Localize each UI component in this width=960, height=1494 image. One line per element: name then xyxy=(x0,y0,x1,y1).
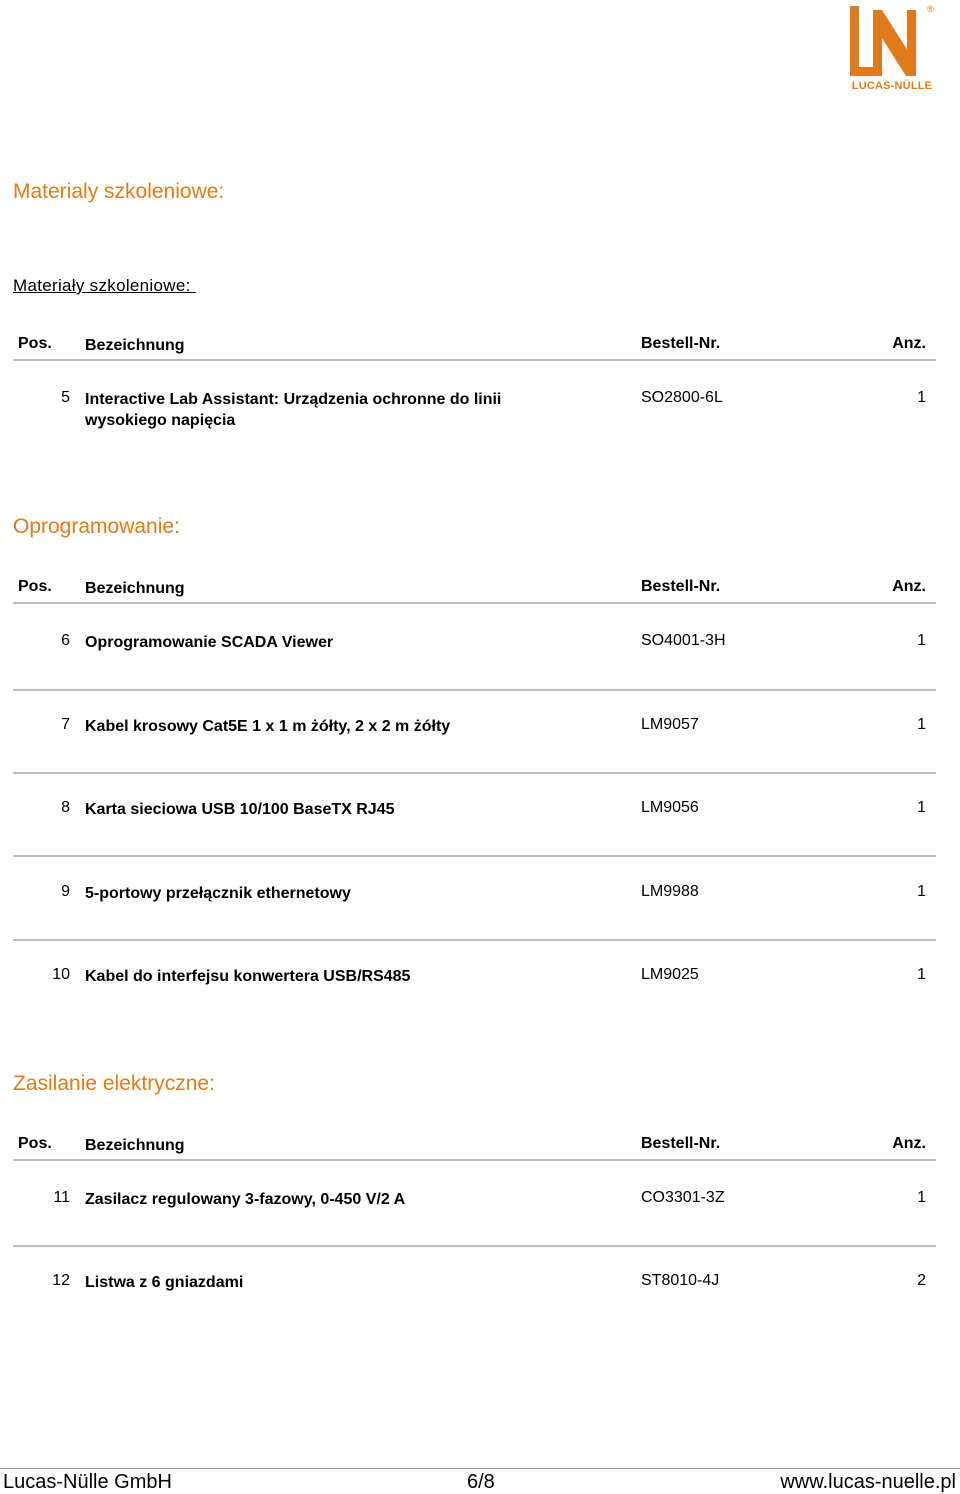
table-header xyxy=(13,1131,936,1161)
footer-website-link[interactable]: www.lucas-nuelle.pl xyxy=(780,1471,956,1493)
row-order-no: ST8010-4J xyxy=(641,1272,720,1289)
row-order-no: SO2800-6L xyxy=(641,389,723,406)
row-qty: 1 xyxy=(917,632,926,649)
row-order-no: LM9056 xyxy=(641,799,699,816)
header-order-no: Bestell-Nr. xyxy=(641,1135,721,1152)
row-order-no: LM9988 xyxy=(641,883,699,900)
row-name: Zasilacz regulowany 3-fazowy, 0-450 V/2 A xyxy=(85,1191,406,1208)
table-row xyxy=(13,716,936,774)
row-qty: 1 xyxy=(917,1189,926,1206)
row-pos: 11 xyxy=(53,1189,70,1206)
header-pos: Pos. xyxy=(18,1135,52,1152)
logo-wordmark: LUCAS-NÜLLE xyxy=(851,80,933,92)
lucas-nuelle-logo xyxy=(847,6,937,94)
row-pos: 6 xyxy=(61,632,70,649)
table-row xyxy=(13,883,936,941)
row-pos: 12 xyxy=(52,1272,70,1289)
section-title-software: Oprogramowanie: xyxy=(13,515,180,538)
table-header xyxy=(13,331,936,361)
table-row xyxy=(13,632,936,691)
row-qty: 1 xyxy=(917,389,926,406)
registered-mark: ® xyxy=(927,4,934,14)
row-name: Kabel do interfejsu konwertera USB/RS485 xyxy=(85,968,411,985)
header-qty: Anz. xyxy=(892,1135,926,1152)
row-pos: 5 xyxy=(61,389,70,406)
table-row xyxy=(13,1189,936,1247)
table-row xyxy=(13,966,936,1006)
subheading-training: Materiały szkoleniowe: xyxy=(13,276,196,295)
table-row xyxy=(13,1272,936,1312)
row-qty: 1 xyxy=(917,716,926,733)
table-row xyxy=(13,799,936,857)
row-pos: 9 xyxy=(61,883,70,900)
header-order-no: Bestell-Nr. xyxy=(641,578,721,595)
header-qty: Anz. xyxy=(892,578,926,595)
row-pos: 10 xyxy=(52,966,70,983)
row-qty: 1 xyxy=(917,799,926,816)
row-qty: 1 xyxy=(917,883,926,900)
header-order-no: Bestell-Nr. xyxy=(641,335,721,352)
row-name: Kabel krosowy Cat5E 1 x 1 m żółty, 2 x 2 m żółty xyxy=(85,718,451,735)
row-name: Listwa z 6 gniazdami xyxy=(85,1274,244,1291)
footer-company: Lucas-Nülle GmbH xyxy=(3,1471,172,1493)
ln-logo-mark-icon xyxy=(847,6,937,80)
header-qty: Anz. xyxy=(892,335,926,352)
footer-page-number: 6/8 xyxy=(467,1471,495,1493)
table-header xyxy=(13,574,936,604)
header-pos: Pos. xyxy=(18,578,52,595)
row-order-no: LM9057 xyxy=(641,716,699,733)
section-title-training: Materialy szkoleniowe: xyxy=(13,180,225,203)
header-name: Bezeichnung xyxy=(85,337,185,354)
row-name: Karta sieciowa USB 10/100 BaseTX RJ45 xyxy=(85,801,395,818)
header-pos: Pos. xyxy=(18,335,52,352)
row-qty: 1 xyxy=(917,966,926,983)
row-pos: 7 xyxy=(61,716,70,733)
row-qty: 2 xyxy=(917,1272,926,1289)
table-row xyxy=(13,389,936,449)
section-title-power: Zasilanie elektryczne: xyxy=(13,1072,215,1095)
row-name: Interactive Lab Assistant: Urządzenia ochronne do linii wysokiego napięcia xyxy=(85,391,502,429)
row-order-no: CO3301-3Z xyxy=(641,1189,725,1206)
header-name: Bezeichnung xyxy=(85,1137,185,1154)
row-order-no: LM9025 xyxy=(641,966,699,983)
header-name: Bezeichnung xyxy=(85,580,185,597)
row-order-no: SO4001-3H xyxy=(641,632,726,649)
row-name: Oprogramowanie SCADA Viewer xyxy=(85,634,334,651)
row-pos: 8 xyxy=(61,799,70,816)
page-footer xyxy=(0,1468,960,1494)
row-name: 5-portowy przełącznik ethernetowy xyxy=(85,885,351,902)
